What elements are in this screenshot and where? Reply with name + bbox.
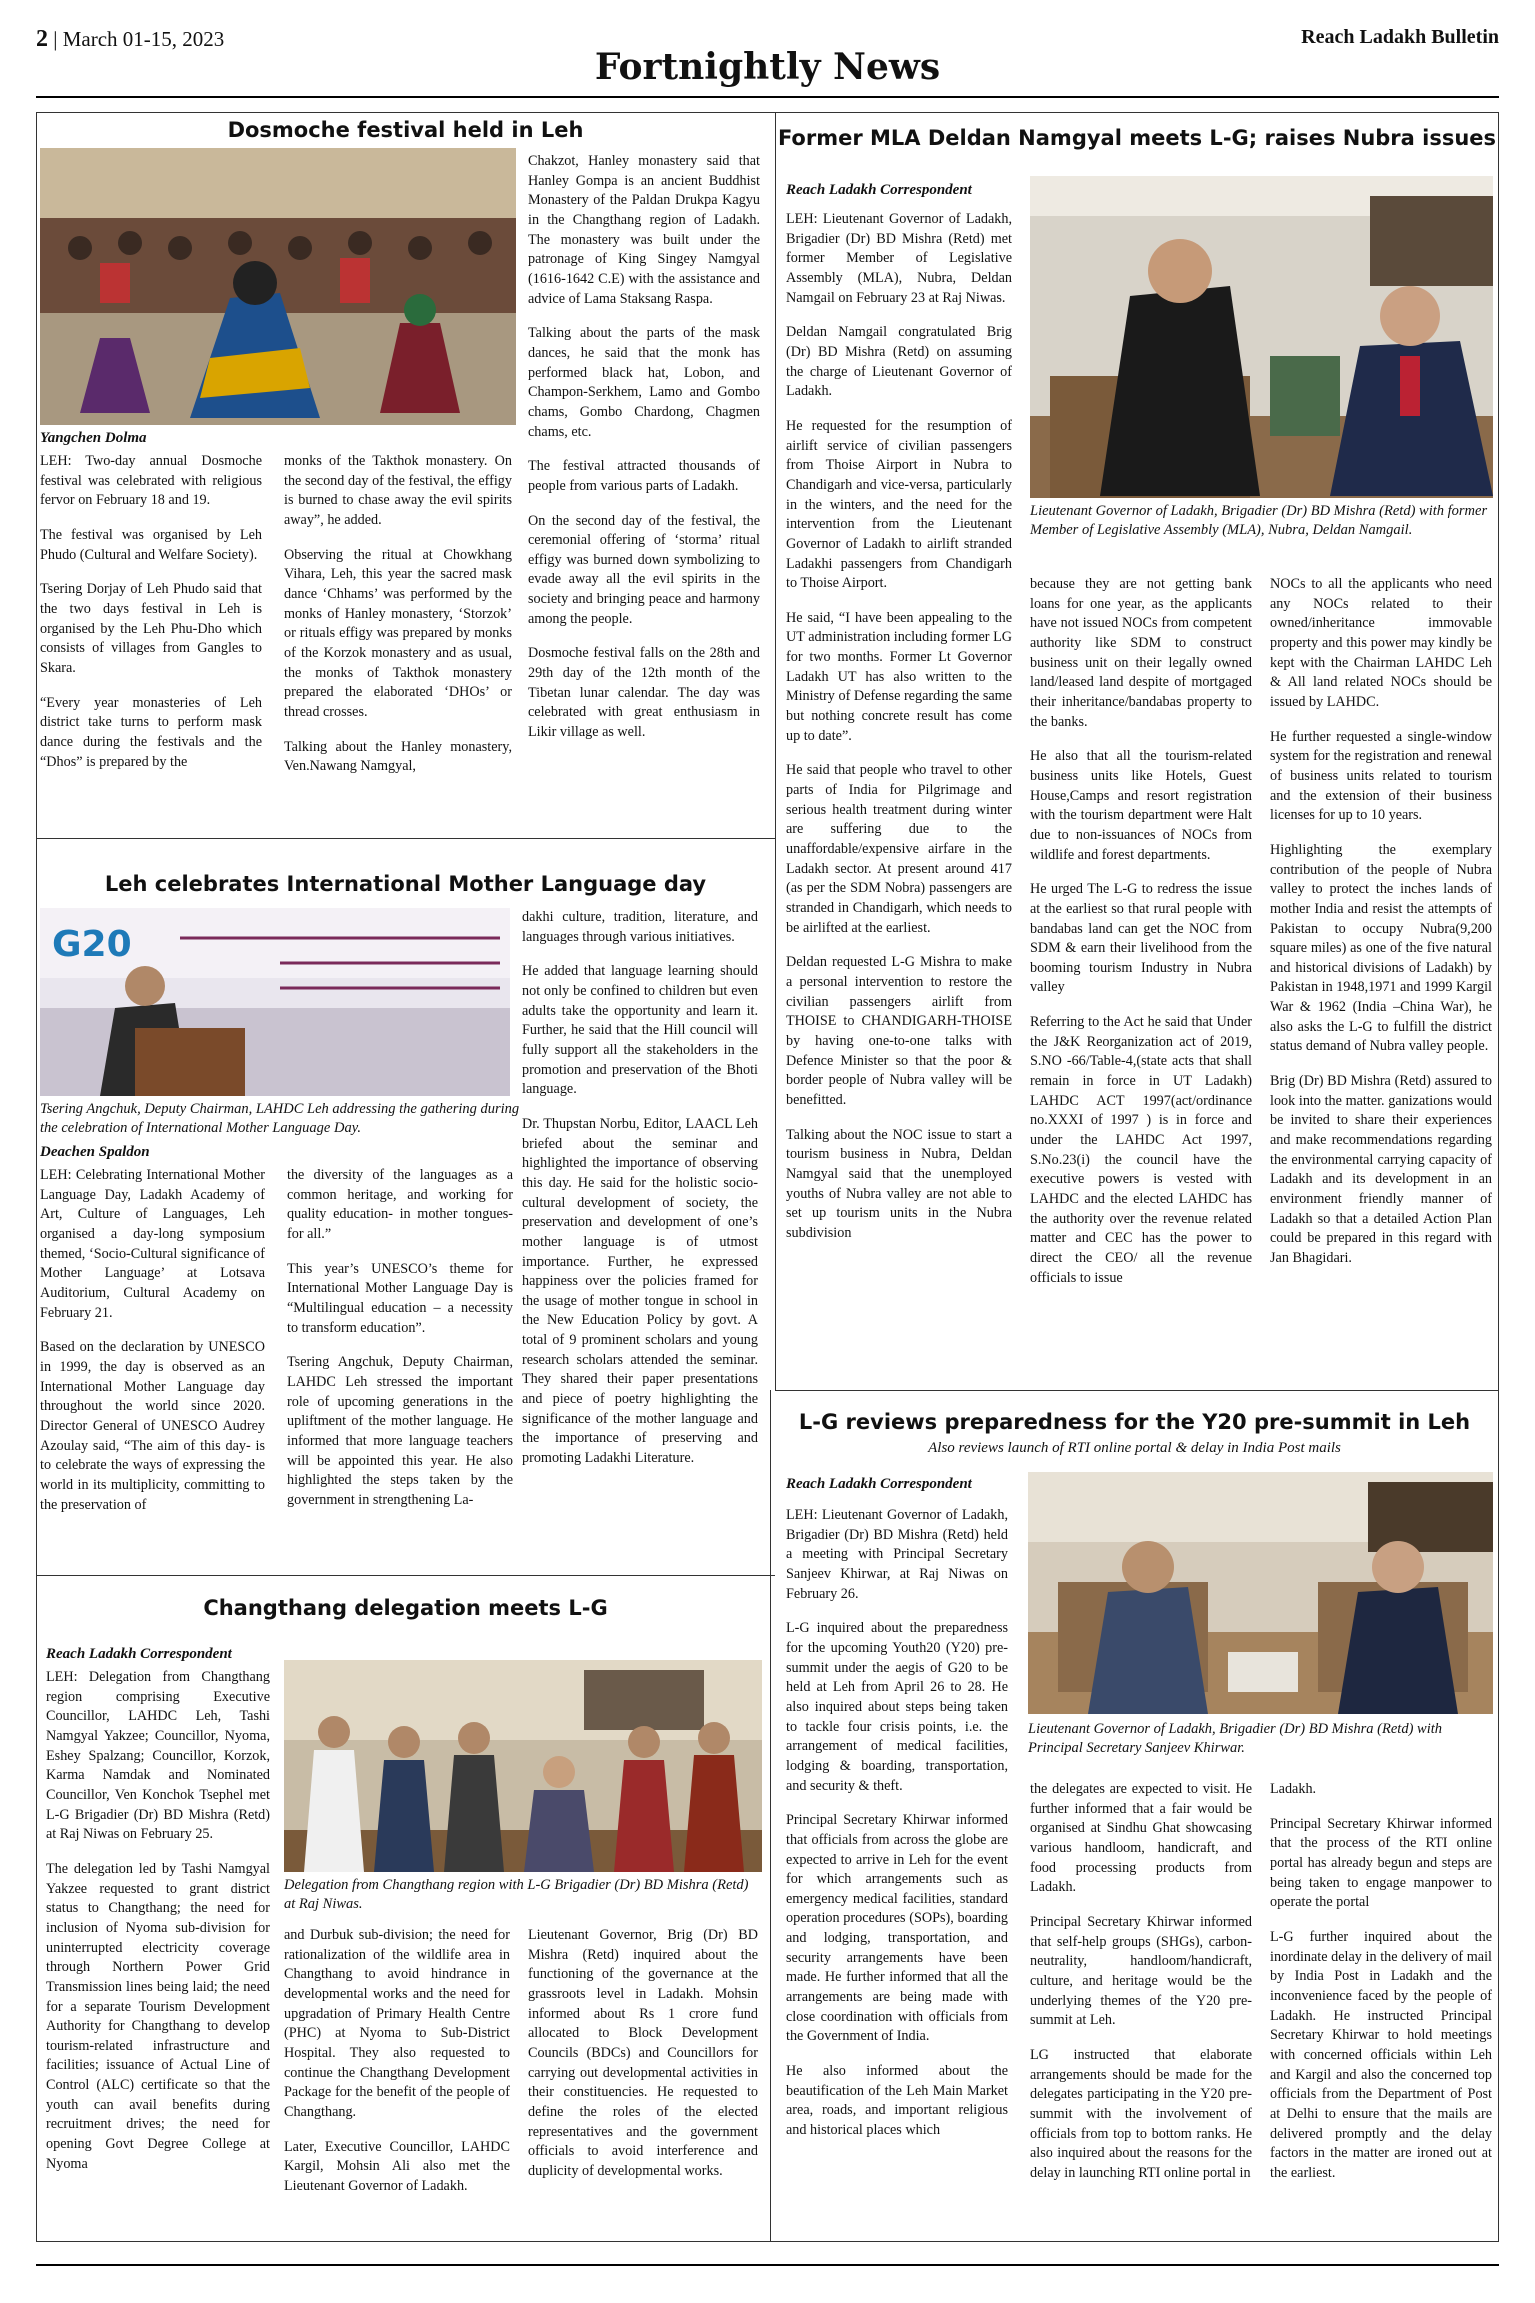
paragraph: Ladakh. (1270, 1781, 1317, 1797)
paragraph: dakhi culture, tradition, literature, and languages through various initiatives. (522, 909, 758, 945)
divider-mother-language (36, 1575, 775, 1576)
paragraph: He also informed about the beautification of the Leh Main Market area, roads, and important religious and historical places which (786, 2063, 1008, 2139)
paragraph: Deldan Namgail congratulated Brig (Dr) BD Mishra (Retd) on assuming the charge of Lieutenant Governor of Ladakh. (786, 324, 1012, 400)
paragraph: He said, “I have been appealing to the UT administration including former LG for two months. Former Lt Governor Ladakh UT has also written to the Ministry of Defense regarding the same but nothing concrete result has come up to date”. (786, 609, 1012, 744)
mother-language-col-1 (40, 1166, 265, 1571)
mother-language-col-3 (522, 908, 758, 1571)
divider-dosmoche (36, 838, 775, 839)
paragraph: Principal Secretary Khirwar informed that officials from across the globe are expected to arrive in Leh for the event for which arrangements such as emergency medical facilities, standard operation procedures (SOPs), boarding and lodging, transportation, and security arrangements have been made. He further informed that all the arrangements are being made with close coordination with officials from the Government of India. (786, 1812, 1008, 2045)
bottom-rule (36, 2264, 1499, 2266)
byline-changthang: Reach Ladakh Correspondent (46, 1646, 232, 1662)
paragraph: Talking about the parts of the mask dances, he said that the monk has performed black hat, Lobon, and Champon-Serkhem, Lamo and Gombo chams, Gombo Chardong, Chagmen chams, etc. (528, 325, 760, 440)
paragraph: because they are not getting bank loans for one year, as the applicants have not issued NOCs from competent authority like SDM to construct business unit on their legally owned land/leased land despite of mortgaged their inheritance/bandabas property to the banks. (1030, 576, 1252, 730)
paragraph: He urged The L-G to redress the issue at the earliest so that rural people with bandabas land can get the NOC from SDM & earn their livelihood from the booming tourism Industry in Nubra valley (1030, 881, 1252, 996)
paragraph: Talking about the NOC issue to start a tourism business in Nubra, Deldan Namgyal said that the unemployed youths of Nubra valley are not able to set up tourism units in the Nubra subdivision (786, 1126, 1012, 1241)
issue-date: | March 01-15, 2023 (48, 27, 225, 51)
paragraph: and Durbuk sub-division; the need for rationalization of the wildlife area in Changthang to avoid hindrance in developmental works and the need for upgradation of Primary Health Centre (PHC) at Nyoma to Sub-District Hospital. They also requested to continue the Changthang Development Package for the benefit of the people of Changthang. (284, 1927, 510, 2120)
headline-deldan: Former MLA Deldan Namgyal meets L-G; raises Nubra issues (777, 126, 1497, 150)
caption-deldan: Lieutenant Governor of Ladakh, Brigadier (Dr) BD Mishra (Retd) with former Member of Legislative Assembly (MLA), Nubra, Deldan Namgail. (1030, 503, 1488, 539)
paragraph: He further requested a single-window system for the registration and renewal of business units related to tourism and the extension of their business licenses for up to 10 years. (1270, 728, 1492, 824)
y20-col-1 (786, 1506, 1008, 2236)
paragraph: L-G further inquired about the inordinate delay in the delivery of mail by India Post in Ladakh and the inconvenience faced by the people of Ladakh. He instructed Principal Secretary Khirwar to hold meetings with concerned officials within Leh and Kargil and also the concerned top officials from the Department of Post at Delhi to ensure that the mails are delivered promptly and the delay factors in the matter are ironed out at the earliest. (1270, 1928, 1492, 2181)
photo-changthang-delegation (284, 1660, 762, 1872)
byline-y20: Reach Ladakh Correspondent (786, 1476, 972, 1492)
paragraph: “Every year monasteries of Leh district take turns to perform mask dance during the festivals and the “Dhos” is prepared by the (40, 694, 262, 770)
paragraph: Dr. Thupstan Norbu, Editor, LAACL Leh briefed about the seminar and highlighted the importance of observing this day. He said for the holistic socio-cultural development of society, the preservation and development of one’s mother language is of utmost importance. Further, he expressed happiness over the policies framed for the usage of mother tongue in school in the New Education Policy by govt. A total of 9 prominent scholars and young research scholars attended the seminar. They shared their paper presentations and piece of poetry highlighting the significance of the mother language and the importance of preserving and promoting Ladakhi Literature. (522, 1115, 758, 1467)
page-number: 2 (36, 26, 48, 52)
paragraph: The delegation led by Tashi Namgyal Yakzee requested to grant district status to Changthang; the need for inclusion of Nyoma sub-division for uninterrupted electricity coverage through Northern Power Grid Transmission lines being laid; the need for a separate Tourism Development Authority for Changthang to develop tourism-related infrastructure and facilities; issuance of Actual Line of Control (ALC) certificate so that the youth can avail benefits during recruitment drives; the need for opening Govt Degree College at Nyoma (46, 1860, 270, 2172)
top-rule (36, 96, 1499, 98)
paragraph: On the second day of the festival, the ceremonial offering of ‘storma’ ritual effigy was burned down symbolizing to evade away all the evil spirits in the society and bringing peace and harmony among the people. (528, 512, 760, 627)
dosmoche-col-1 (40, 452, 262, 834)
publication-name: Reach Ladakh Bulletin (1301, 26, 1499, 48)
paragraph: monks of the Takthok monastery. On the second day of the festival, the effigy is burned to chase away the evil spirits away”, he added. (284, 453, 512, 528)
paragraph: He requested for the resumption of airlift service of civilian passengers from Thoise Airport in Nubra to Chandigarh and vice-versa, particularly in the winters, and the need for the intervention from the Lieutenant Governor of Ladakh to airlift stranded Ladakhi passengers from Chandigarh to Thoise Airport. (786, 417, 1012, 592)
paragraph: He said that people who travel to other parts of India for Pilgrimage and serious health treatment during winter are suffering due to the unaffordable/expensive airfare in the Ladakh sector. At present around 417 (as per the SDM Nobra) passengers are stranded in Chandigarh, which needs to be airlifted at the earliest. (786, 762, 1012, 936)
caption-y20: Lieutenant Governor of Ladakh, Brigadier (Dr) BD Mishra (Retd) with Principal Secretary Sanjeev Khirwar. (1028, 1721, 1443, 1757)
changthang-col-1 (46, 1668, 270, 2236)
photo-mask-dance (40, 148, 516, 425)
section-title: Fortnightly News (594, 46, 941, 88)
paragraph: The festival was organised by Leh Phudo (Cultural and Welfare Society). (40, 526, 262, 563)
paragraph: Based on the declaration by UNESCO in 1999, the day is observed as an International Mother Language day throughout the world since 2020. Director General of UNESCO Audrey Azoulay said, “The aim of this day- is to celebrate the ways of expressing the world in its multiplicity, committing to the preservation of (40, 1339, 265, 1513)
y20-col-2 (1030, 1780, 1252, 2236)
banner-g20-text: G20 (52, 924, 132, 965)
photo-lg-meets-deldan (1030, 176, 1493, 498)
subhead-y20: Also reviews launch of RTI online portal & delay in India Post mails (928, 1440, 1341, 1456)
paragraph: L-G inquired about the preparedness for the upcoming Youth20 (Y20) pre-summit under the aegis of G20 to be held at Leh from April 26 to 28. He also inquired about steps being taken to tackle four crisis points, i.e. the arrangement of medical facilities, lodging & boarding, transportation, and security & theft. (786, 1620, 1008, 1794)
paragraph: Deldan requested L-G Mishra to make a personal intervention to restore the civilian passengers airlift from THOISE to CHANDIGARH-THOISE by having one-to-one talks with Defence Minister so that the poor & border people of Nubra valley will be benefitted. (786, 954, 1012, 1108)
headline-dosmoche: Dosmoche festival held in Leh (227, 118, 584, 142)
headline-mother-language: Leh celebrates International Mother Language day (104, 872, 707, 896)
paragraph: Principal Secretary Khirwar informed that self-help groups (SHGs), carbon-neutrality, handloom/handicraft, culture, and heritage would be the underlying themes of the Y20 pre-summit at Leh. (1030, 1913, 1252, 2029)
paragraph: Chakzot, Hanley monastery said that Hanley Gompa is an ancient Buddhist Monastery of the Paldan Drukpa Kagyu in the Changthang region of Ladakh. The monastery was built under the patronage of King Singey Namgyal (1616-1642 C.E) with the assistance and advice of Lama Staksang Raspa. (528, 153, 760, 307)
paragraph: This year’s UNESCO’s theme for International Mother Language Day is “Multilingual education – a necessity to transform education”. (287, 1260, 513, 1336)
column-divider-upper (775, 112, 776, 1390)
paragraph: Lieutenant Governor, Brig (Dr) BD Mishra (Retd) inquired about the functioning of the governance at the grassroots level in Ladakh. Mohsin informed about Rs 1 crore fund allocated to Block Development Councils (BDCs) and Councillors for carrying out developmental activities in their constituencies. He requested to define the roles of the elected representatives and the government officials to avoid interference and duplicity of developmental works. (528, 1927, 758, 2179)
paragraph: The festival attracted thousands of people from various parts of Ladakh. (528, 458, 760, 494)
paragraph: Tsering Dorjay of Leh Phudo said that the two days festival in Leh is organised by the Leh Phu-Dho which consists of villages from Gangles to Skara. (40, 581, 262, 676)
paragraph: LEH: Delegation from Changthang region comprising Executive Councillor, LAHDC Leh, Tashi Namgyal Yakzee; Councillor, Nyoma, Eshey Spalzang; Councillor, Korzok, Karma Namdak and Nominated Councillor, Ven Konchok Tsephel met L-G Brigadier (Dr) BD Mishra (Retd) at Raj Niwas on February 25. (46, 1669, 270, 1843)
dosmoche-col-2 (284, 452, 512, 834)
paragraph: the delegates are expected to visit. He further informed that a fair would be organised at Sindhu Ghat showcasing various handloom, handicraft, and food processing products from Ladakh. (1030, 1781, 1252, 1896)
byline-deldan: Reach Ladakh Correspondent (786, 182, 972, 198)
changthang-col-2 (284, 1926, 510, 2236)
headline-y20: L-G reviews preparedness for the Y20 pre-summit in Leh (798, 1410, 1471, 1434)
photo-mother-language-day (40, 908, 510, 1096)
paragraph: the diversity of the languages as a common heritage, and working for quality education- in mother tongues- for all.” (287, 1167, 513, 1242)
mother-language-col-2 (287, 1166, 513, 1571)
headline-changthang: Changthang delegation meets L-G (203, 1596, 608, 1620)
changthang-col-3 (528, 1926, 758, 2236)
byline-mother-language: Deachen Spaldon (40, 1144, 150, 1160)
paragraph: He also that all the tourism-related business units like Hotels, Guest House,Camps and resort registration with the tourism department were Halt due to non-issuances of NOCs from wildlife and forest departments. (1030, 748, 1252, 863)
paragraph: Talking about the Hanley monastery, Ven.Nawang Namgyal, (284, 738, 512, 775)
caption-mother-language: Tsering Angchuk, Deputy Chairman, LAHDC Leh addressing the gathering during the celebration of International Mother Language Day. (40, 1101, 520, 1137)
paragraph: LEH: Lieutenant Governor of Ladakh, Brigadier (Dr) BD Mishra (Retd) held a meeting with Principal Secretary Sanjeev Khirwar, at Raj Niwas on February 26. (786, 1507, 1008, 1602)
paragraph: Brig (Dr) BD Mishra (Retd) assured to look into the matter. ganizations would be invited to share their experiences and make recommendations regarding the environmental carrying capacity of Ladakh and its development in an environment friendly manner of Ladakh so that a detailed Action Plan could be prepared in this regard with Jan Bhagidari. (1270, 1073, 1492, 1266)
deldan-col-1 (786, 210, 1012, 1382)
deldan-col-3 (1270, 575, 1492, 1382)
paragraph: Later, Executive Councillor, LAHDC Kargil, Mohsin Ali also met the Lieutenant Governor of Ladakh. (284, 2138, 510, 2194)
paragraph: LEH: Lieutenant Governor of Ladakh, Brigadier (Dr) BD Mishra (Retd) met former Member of Legislative Assembly (MLA), Nubra, Deldan Namgail on February 23 at Raj Niwas. (786, 211, 1012, 306)
paragraph: Principal Secretary Khirwar informed that the process of the RTI online portal has already begun and steps are being taken to engage manpower to operate the portal (1270, 1815, 1492, 1911)
dosmoche-col-3 (528, 152, 760, 834)
paragraph: NOCs to all the applicants who need any NOCs related to their owned/inheritance immovable property and this power may kindly be kept with the Chairman LAHDC Leh & All land related NOCs should be issued by LAHDC. (1270, 576, 1492, 710)
caption-changthang: Delegation from Changthang region with L-G Brigadier (Dr) BD Mishra (Retd) at Raj Niwas. (284, 1877, 749, 1913)
deldan-col-2 (1030, 575, 1252, 1382)
paragraph: LEH: Celebrating International Mother Language Day, Ladakh Academy of Art, Culture of Languages, Leh organised a day-long symposium themed, ‘Socio-Cultural significance of Mother Language’ at Lotsava Auditorium, Cultural Academy on February 21. (40, 1167, 265, 1321)
paragraph: Dosmoche festival falls on the 28th and 29th day of the 12th month of the Tibetan lunar calendar. The day was celebrated with great enthusiasm in Likir village as well. (528, 645, 760, 741)
column-divider-lower (770, 1390, 771, 2242)
paragraph: LEH: Two-day annual Dosmoche festival was celebrated with religious fervor on February 18 and 19. (40, 453, 262, 509)
y20-col-3 (1270, 1780, 1492, 2236)
paragraph: Highlighting the exemplary contribution of the people of Nubra valley to protect the inches lands of mother India and resist the attempts of Pakistan to occupy Nubra(9,200 square miles) as one of the five natural and historical divisions of Ladakh) by Pakistan in 1948,1971 and 1999 Kargil War & 1962 (India –China War), he also asks the L-G to fulfill the district status demand of Nubra valley people. (1270, 841, 1492, 1055)
photo-lg-with-khirwar (1028, 1472, 1493, 1714)
paragraph: Referring to the Act he said that Under the J&K Reorganization act of 2019, S.NO -66/Table-4,(state acts that shall remain in force in UT Ladakh) LAHDC ACT 1997(act/ordinance no.XXXI of 1997 ) is in force and under the LAHDC Act 1997, S.No.23(i) the council have the executive powers is vested with LAHDC and the elected LAHDC has the authority over the revenue related matter and CEC has the power to direct the CEO/ all the revenue officials to issue (1030, 1014, 1252, 1286)
paragraph: Observing the ritual at Chowkhang Vihara, Leh, this year the sacred mask dance ‘Chhams’ was performed by the monks of Hanley monastery, ‘Storzok’ or rituals effigy was prepared by monks of the Korzok monastery and as usual, the monks of Takthok monastery prepared the elaborated ‘DHOs’ or thread crosses. (284, 546, 512, 720)
divider-deldan (775, 1390, 1499, 1391)
paragraph: Tsering Angchuk, Deputy Chairman, LAHDC Leh stressed the important role of upcoming generations in the upliftment of the mother language. He informed that more language teachers will be appointed this year. He also highlighted the steps taken by the government in strengthening La- (287, 1354, 513, 1508)
paragraph: LG instructed that elaborate arrangements should be made for the delegates participating in the Y20 pre-summit with the involvement of officials from top to bottom ranks. He also inquired about the reasons for the delay in launching RTI online portal in (1030, 2046, 1252, 2181)
paragraph: He added that language learning should not only be confined to children but even adults take the opportunity and learn it. Further, he said that the Hill council will fully support all the stakeholders in the promotion and preservation of the Bhoti language. (522, 963, 758, 1098)
byline-dosmoche: Yangchen Dolma (40, 430, 147, 446)
